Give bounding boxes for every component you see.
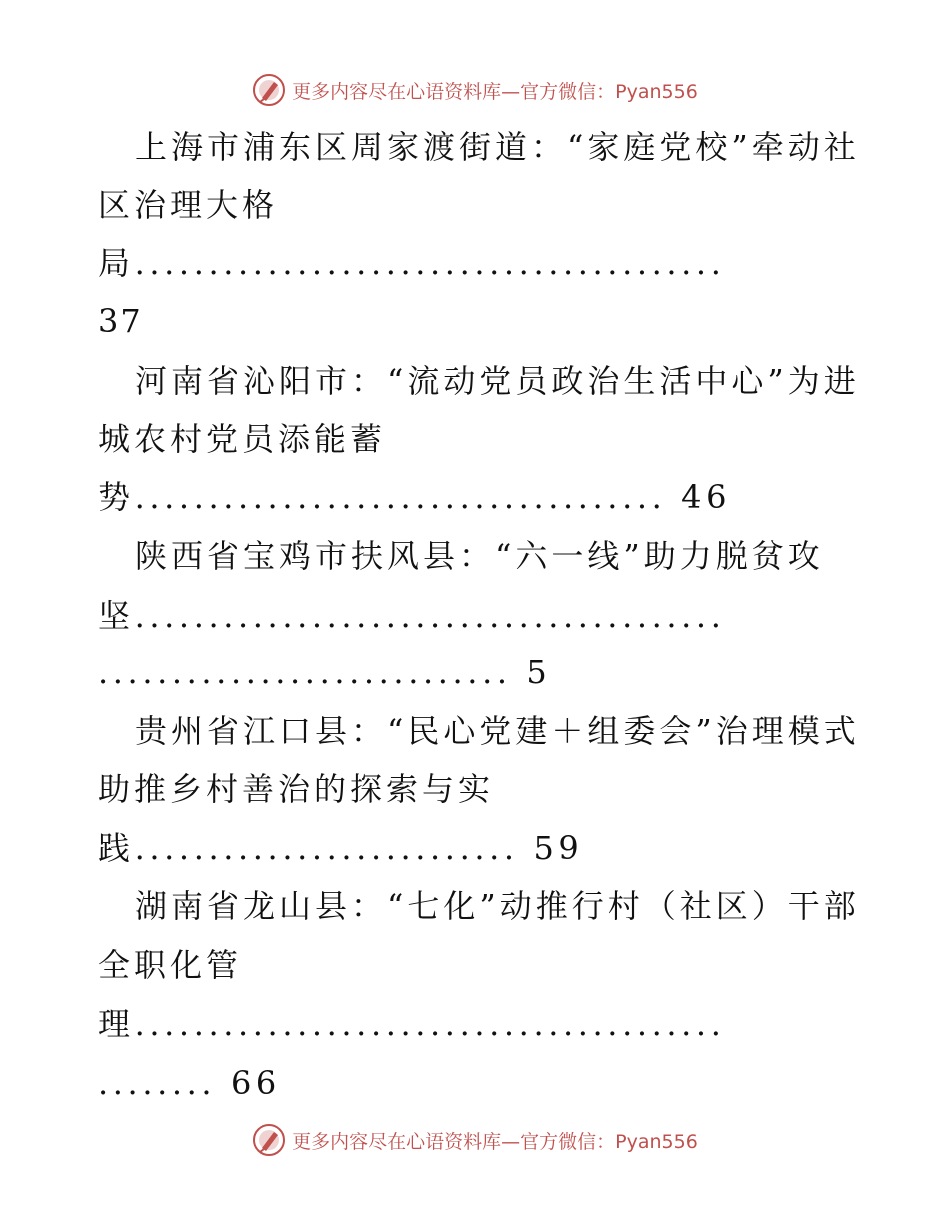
toc-page-number: 37	[98, 302, 143, 340]
toc-entry-line: 陕西省宝鸡市扶风县：“六一线”助力脱贫攻	[135, 537, 824, 575]
toc-leader-line: 践.......................... 59	[98, 829, 584, 867]
toc-entry-line: 湖南省龙山县：“七化”动推行村（社区）干部	[135, 887, 860, 925]
toc-entry-line: 上海市浦东区周家渡街道：“家庭党校”牵动社	[135, 128, 860, 166]
toc-leader-line: 势.................................... 46	[98, 478, 732, 516]
watermark-text: 更多内容尽在心语资料库—官方微信：Pyan556	[292, 80, 698, 103]
toc-entry-line: 助推乡村善治的探索与实	[98, 770, 495, 808]
pen-logo-icon	[252, 1123, 286, 1157]
toc-entry-line: 城农村党员添能蓄	[98, 420, 387, 458]
toc-entry-line: 全职化管	[98, 946, 243, 984]
pen-logo-icon	[252, 73, 286, 107]
toc-leader-line: 坚........................................	[98, 597, 726, 635]
watermark-footer	[0, 1120, 950, 1160]
toc-leader-line: 局........................................	[98, 244, 726, 282]
watermark-header	[0, 70, 950, 110]
toc-leader-line: ............................ 5	[98, 653, 552, 691]
toc-leader-line: 理........................................	[98, 1005, 726, 1043]
toc-entry-line: 贵州省江口县：“民心党建＋组委会”治理模式	[135, 712, 860, 750]
toc-entry-line: 河南省沁阳市：“流动党员政治生活中心”为进	[135, 362, 860, 400]
toc-entry-line: 区治理大格	[98, 186, 279, 224]
watermark-text: 更多内容尽在心语资料库—官方微信：Pyan556	[292, 1130, 698, 1153]
toc-leader-line: ........ 66	[98, 1064, 281, 1102]
